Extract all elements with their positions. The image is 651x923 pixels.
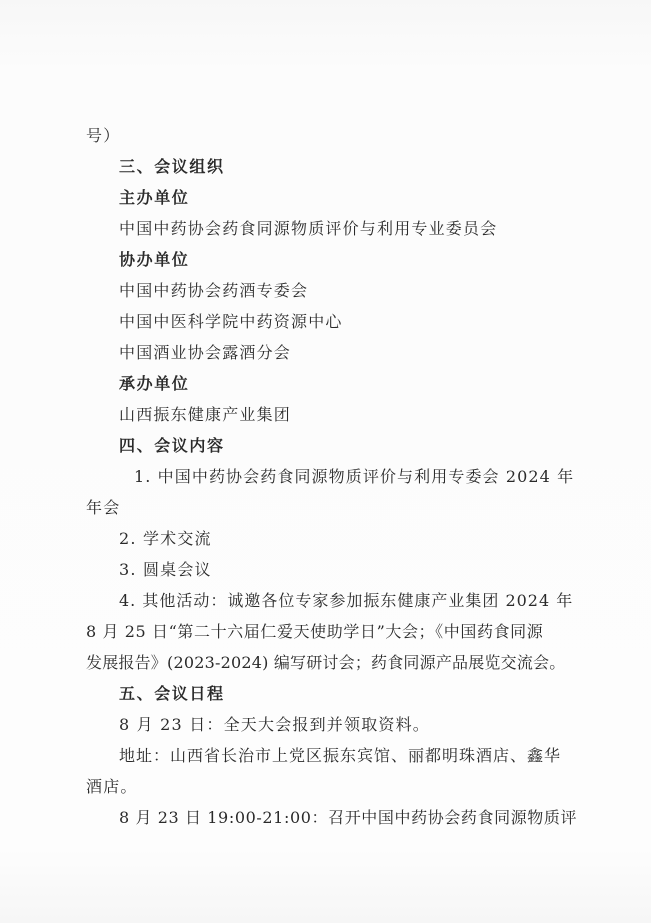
text-line: 8 月 23 日 19:00-21:00：召开中国中药协会药食同源物质评 <box>119 808 578 827</box>
section-heading: 三、会议组织 <box>119 157 225 176</box>
text-line: 酒店。 <box>86 777 138 796</box>
text-line: 2. 学术交流 <box>119 529 212 548</box>
sub-heading: 协办单位 <box>119 250 190 269</box>
text-line: 中国中药协会药酒专委会 <box>119 281 309 300</box>
text-line: 4. 其他活动：诚邀各位专家参加振东健康产业集团 2024 年 <box>119 591 574 610</box>
sub-heading: 承办单位 <box>119 374 190 393</box>
text-line: 3. 圆桌会议 <box>119 560 212 579</box>
text-line: 中国中药协会药食同源物质评价与利用专业委员会 <box>119 219 498 238</box>
text-line: 地址：山西省长治市上党区振东宾馆、丽都明珠酒店、鑫华 <box>119 746 562 765</box>
sub-heading: 主办单位 <box>119 188 190 207</box>
text-line: 号） <box>86 126 121 145</box>
text-line: 8 月 25 日“第二十六届仁爱天使助学日”大会；《中国药食同源 <box>86 622 544 641</box>
text-line: 8 月 23 日：全天大会报到并领取资料。 <box>119 715 430 734</box>
text-line: 中国中医科学院中药资源中心 <box>119 312 343 331</box>
section-heading: 四、会议内容 <box>119 436 225 455</box>
text-line: 1. 中国中药协会药食同源物质评价与利用专委会 2024 年 <box>134 467 575 486</box>
section-heading: 五、会议日程 <box>119 684 225 703</box>
text-line: 年会 <box>86 498 121 517</box>
text-line: 山西振东健康产业集团 <box>119 405 292 424</box>
text-line: 发展报告》(2023-2024) 编写研讨会；药食同源产品展览交流会。 <box>86 653 566 672</box>
text-line: 中国酒业协会露酒分会 <box>119 343 292 362</box>
